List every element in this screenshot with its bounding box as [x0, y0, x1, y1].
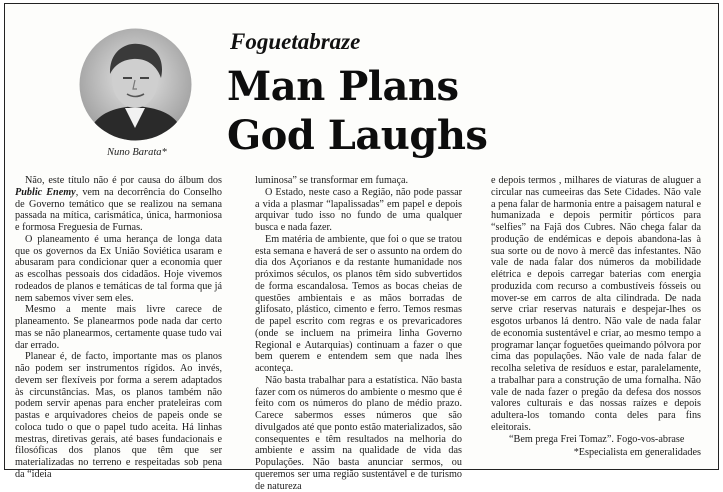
closing-quote: “Bem prega Frei Tomaz”. Fogo-vos-abrase — [509, 433, 685, 445]
paragraph: Mesmo a mente mais livre carece de planeamento. Se planearmos pode nada dar certo mas se não planearmos, certamente quase tudo vai dar errado. — [15, 304, 222, 351]
paragraph: O planeamento é uma herança de longa data que os governos da Ex União Soviética usaram e abusaram para condicionar quer a economia quer as escolhas pessoais dos cidadãos. Hoje vivemos rodeados de planos e temáticas de tal forma que já nem sabemos viver sem eles. — [15, 233, 222, 304]
article-page — [4, 3, 719, 492]
text-column-1 — [15, 175, 222, 481]
paragraph-text: Não, este título não é por causa do álbum dos — [25, 175, 222, 186]
album-title: Public Enemy — [15, 186, 76, 198]
paragraph-text: , vem na decorrência do Conselho de Governo temático que se realizou na semana passada na mítica, carismática, única, harmoniosa e formosa Freguesia de Furnas. — [15, 186, 222, 233]
paragraph: Em matéria de ambiente, que foi o que se tratou esta semana e haverá de ser o assunto na ordem do dia dos Açorianos e da restante humanidade nos próximos séculos, os planos têm sido subvertidos de forma escandalosa. Temos as bocas cheias de questões ambientais e as mãos borradas de glifosato, plástico, cimento e ferro. Temos resmas de papel escrito com regras e os prevaricadores (onde se incluem na primeira linha Governo Regional e Autarquias) continuam a fazer o que bem querem e entendem sem que nada lhes aconteça. — [255, 233, 462, 374]
column-kicker: Foguetabraze — [230, 29, 361, 54]
paragraph: O Estado, neste caso a Região, não pode passar a vida a plasmar “lapalissadas” em papel e depois arquivar tudo isso no fundo de uma qualquer busca e nada fazer. — [255, 186, 462, 233]
headline-line-1: Man Plans — [227, 63, 459, 110]
paragraph: Planear é, de facto, importante mas os planos não podem ser instrumentos rígidos. Ao invés, devem ser flexíveis por forma a serem adaptados às circunstâncias. Mas, os planos também não podem servir apenas para encher prateleiras com pastas e arquivadores cheios de papeis onde se coloca tudo o que o papel tudo aceita. Há linhas mestras, diretivas gerais, até bases fundacionais e filosóficas dos planos que têm que ser materializadas no terreno e respeitadas sob pena da “ideia — [15, 351, 222, 480]
text-column-2 — [255, 175, 462, 492]
author-footnote: *Especialista em generalidades — [573, 447, 701, 459]
paragraph: luminosa” se transformar em fumaça. — [255, 175, 409, 186]
author-portrait — [79, 28, 192, 141]
text-column-3 — [491, 175, 701, 459]
author-caption: Nuno Barata* — [107, 147, 167, 158]
paragraph: e depois termos , milhares de viaturas de aluguer a circular nas cumeeiras das Sete Cidades. Não vale a pena falar de harmonia entre a paisagem natural e humanizada e depois permitir pórticos para “selfies” na Fajã dos Cubres. Não chega falar da produção de endémicas e depois abandona-las à sua sorte ou de novo à mercê das infestantes. Não vale de nada falar dos números da mobilidade elétrica e depois carregar baterias com energia produzida com recurso a combustíveis fósseis ou mover-se em carros de alta cilindrada. De nada serve criar reservas naturais e despejar-lhes os esgotos urbanos lá dentro. Não vale de nada falar de economia sustentável e criar, ao mesmo tempo a programar lançar foguetões queimando pólvora por cima das populações. Não vale de nada falar de recolha seletiva de resíduos e estar, paralelamente, a trabalhar para a construção de uma fornalha. Não vale de nada fazer o pregão da defesa dos nossos valores culturais e das nossas raízes e depois adultera-los tomando conta deles para fins eleitorais. — [491, 175, 701, 433]
paragraph: Não basta trabalhar para a estatística. Não basta fazer com os números do ambiente o mesmo que é feito com os números do plano de médio prazo. Carece sabermos esses números que são divulgados até que ponto estão materializados, são consequentes e têm resultados na melhoria do ambiente e assim na qualidade de vida das Populações. Não basta anunciar sermos, ou queremos ser uma região sustentável e de turismo de natureza — [255, 374, 462, 492]
paragraph — [15, 175, 222, 234]
headline — [227, 62, 647, 160]
headline-line-2: God Laughs — [227, 112, 488, 159]
